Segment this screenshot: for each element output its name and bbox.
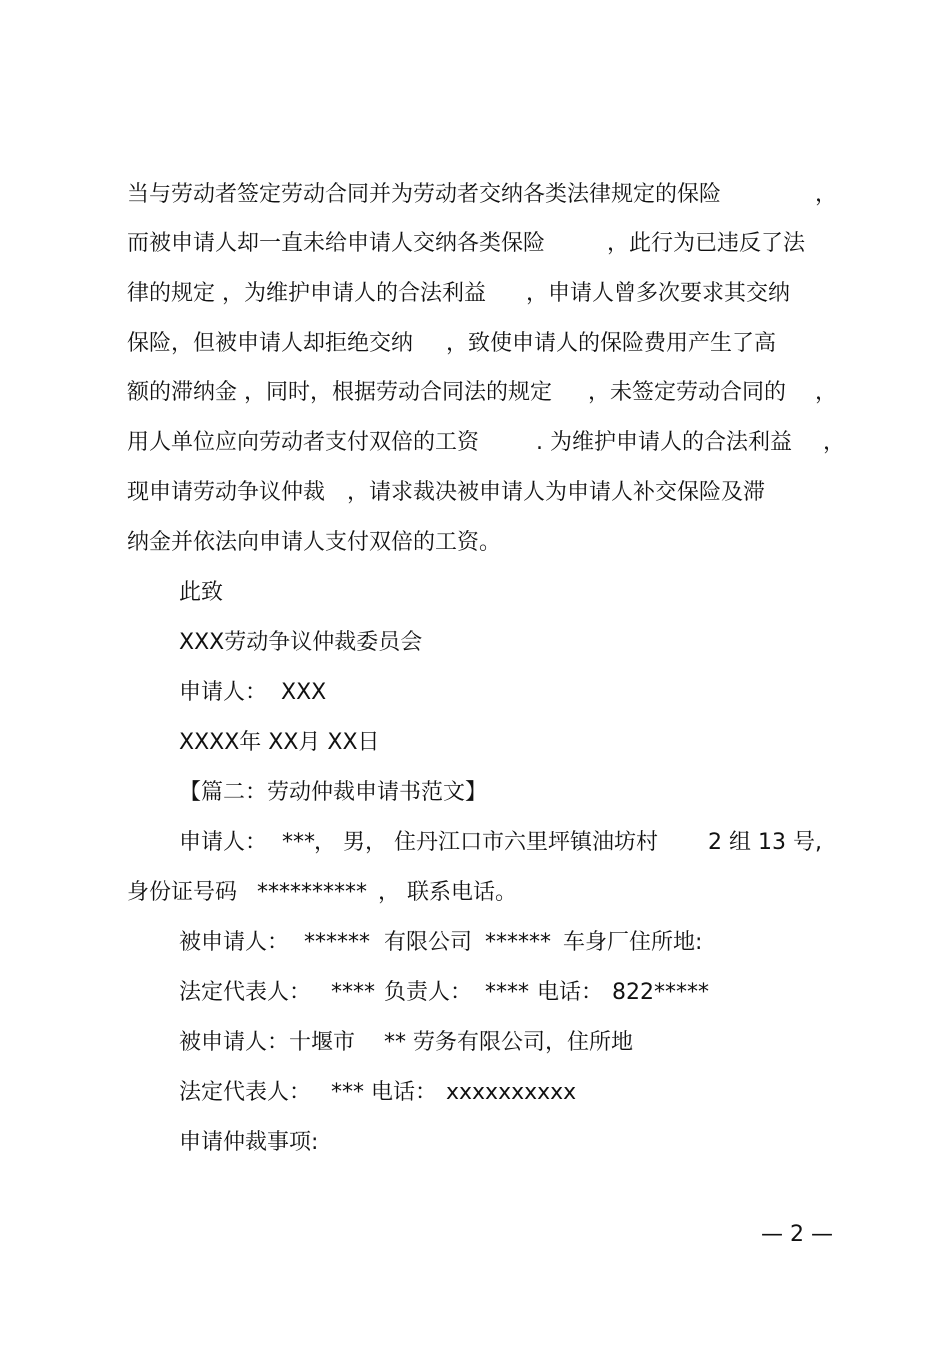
respondent-value: ** 劳务有限公司，住所地	[384, 1030, 633, 1055]
respondent-label: 被申请人：十堰市	[179, 1030, 356, 1055]
text-segment: 现申请劳动争议仲裁	[127, 480, 326, 505]
id-label: 身份证号码	[127, 880, 238, 905]
legal-rep-value: ****	[331, 980, 375, 1005]
phone-value: 822*****	[612, 980, 709, 1005]
legal-rep-label: 法定代表人：	[179, 1080, 312, 1105]
text-segment: ，	[815, 182, 838, 207]
legal-rep-line	[0, 976, 950, 1010]
paragraph-line	[0, 376, 950, 410]
respondent-label: 被申请人：	[179, 930, 290, 955]
respondent-line	[0, 926, 950, 960]
legal-rep-line	[0, 1076, 950, 1110]
text-segment: 额的滞纳金 ，同时，根据劳动合同法的规定	[127, 380, 552, 405]
applicant-line	[0, 826, 950, 860]
text-segment: 用人单位应向劳动者支付双倍的工资	[127, 430, 480, 455]
recipient	[0, 626, 950, 660]
text-segment: 律的规定 ，为维护申请人的合法利益	[127, 281, 486, 306]
text-segment: ，申请人曾多次要求其交纳	[526, 281, 791, 306]
applicant-gender-address: ， 男， 住丹江口市六里坪镇油坊村	[314, 830, 658, 855]
paragraph-line	[0, 178, 950, 212]
respondent-value: ******	[304, 930, 370, 955]
text-segment: . 为维护申请人的合法利益	[536, 430, 792, 455]
paragraph-line	[0, 327, 950, 361]
applicant-label: 申请人：	[179, 680, 268, 705]
respondent-value: 车身厂住所地:	[563, 930, 703, 955]
salutation-text: 此致	[179, 580, 224, 605]
section-title	[0, 776, 950, 810]
text-segment: ，未签定劳动合同的	[588, 380, 787, 405]
applicant-value: XXX	[281, 680, 327, 705]
phone-label: 电话：	[537, 980, 604, 1005]
date-text: XXXX年 XX月 XX日	[179, 730, 380, 755]
contact-phone-label: ， 联系电话。	[378, 880, 517, 905]
legal-rep-label: 法定代表人：	[179, 980, 312, 1005]
applicant-address-tail: 2 组 13 号,	[708, 830, 822, 855]
text-segment: 而被申请人却一直未给申请人交纳各类保险	[127, 231, 546, 256]
recipient-text: XXX劳动争议仲裁委员会	[179, 630, 423, 655]
paragraph-line	[0, 476, 950, 510]
text-segment: 保险，但被申请人却拒绝交纳	[127, 331, 414, 356]
section-title-text: 【篇二：劳动仲裁申请书范文】	[179, 780, 488, 805]
respondent-line	[0, 1026, 950, 1060]
paragraph-line	[0, 526, 950, 560]
applicant-signature	[0, 676, 950, 710]
page-number: — 2 —	[761, 1222, 833, 1247]
text-segment: ，请求裁决被申请人为申请人补交保险及滞	[347, 480, 766, 505]
id-value: **********	[257, 880, 367, 905]
phone-label: 电话：	[371, 1080, 438, 1105]
responsible-label: 负责人：	[384, 980, 473, 1005]
text-segment: 当与劳动者签定劳动合同并为劳动者交纳各类法律规定的保险	[127, 182, 722, 207]
respondent-value: ******	[485, 930, 551, 955]
applicant-label: 申请人：	[179, 830, 268, 855]
legal-rep-value: ***	[331, 1080, 364, 1105]
paragraph-line	[0, 426, 950, 460]
matters-label: 申请仲裁事项:	[179, 1130, 319, 1155]
text-segment: ，致使申请人的保险费用产生了高	[446, 331, 777, 356]
text-segment: ，	[823, 430, 846, 455]
responsible-value: ****	[485, 980, 529, 1005]
paragraph-line	[0, 227, 950, 261]
text-segment: 纳金并依法向申请人支付双倍的工资。	[127, 530, 502, 555]
id-line	[0, 876, 950, 910]
date-line	[0, 726, 950, 760]
text-segment: ，此行为已违反了法	[607, 231, 806, 256]
salutation	[0, 576, 950, 610]
phone-value: xxxxxxxxxx	[446, 1080, 577, 1105]
applicant-name: ***	[282, 830, 315, 855]
paragraph-line	[0, 277, 950, 311]
matters-line	[0, 1126, 950, 1160]
text-segment: ，	[815, 380, 838, 405]
respondent-value: 有限公司	[384, 930, 473, 955]
